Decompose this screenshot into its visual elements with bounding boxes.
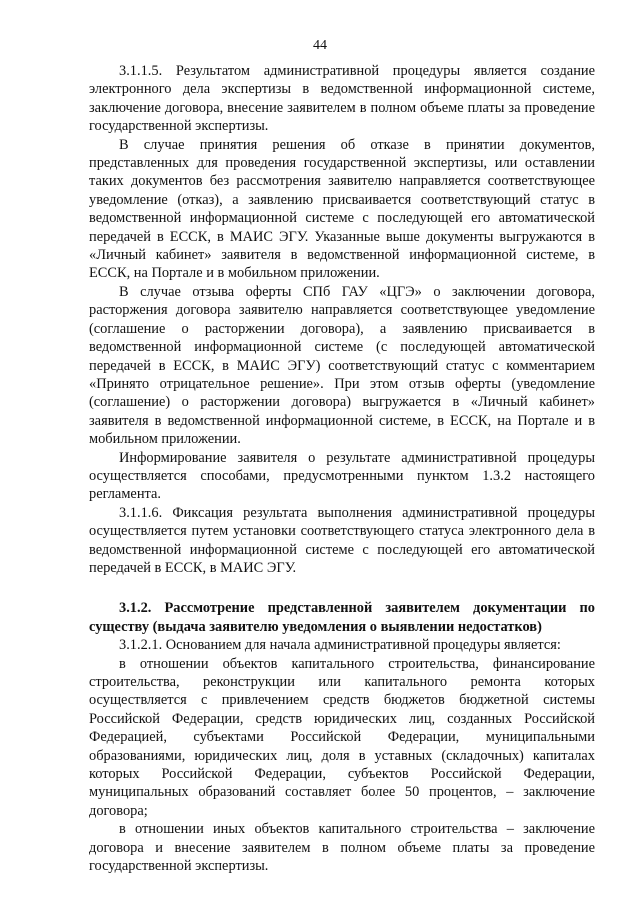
document-body: [89, 62, 595, 875]
page-number: 44: [313, 38, 327, 53]
paragraph-offer-withdrawal: В случае отзыва оферты СПб ГАУ «ЦГЭ» о заключении договора, расторжения договора заявителю направляется соответствующее уведомление (соглашение о расторжении договора), а заявлению присваивается в ведомственной информационной системе (с последующей автоматической передачей в ЕССК, в МАИС ЭГУ) соответствующий статус с комментарием «Принято отрицательное решение». При этом отзыв оферты (уведомление (соглашение) о расторжении договора) выгружается в «Личный кабинет» заявителя в ведомственной информационной системе, в ЕССК, на Портале и в мобильном приложении.: [89, 283, 595, 448]
section-spacer: [89, 577, 595, 599]
paragraph-informing: Информирование заявителя о результате административной процедуры осуществляется способами, предусмотренными пунктом 1.3.2 настоящего регламента.: [89, 449, 595, 503]
paragraph-3-1-1-6: 3.1.1.6. Фиксация результата выполнения административной процедуры осуществляется путем установки соответствующего статуса электронного дела в ведомственной информационной системе с последующей его автоматической передачей в ЕССК, в МАИС ЭГУ.: [89, 504, 595, 576]
paragraph-3-1-1-5: 3.1.1.5. Результатом административной процедуры является создание электронного дела экспертизы в ведомственной информационной системе, заключение договора, внесение заявителем в полном объеме платы за проведение государственной экспертизы.: [89, 63, 595, 135]
paragraph-refusal: В случае принятия решения об отказе в принятии документов, представленных для проведения государственной экспертизы, или оставлении таких документов без рассмотрения заявителю направляется соответствующее уведомление (отказ), а заявлению присваивается соответствующий статус в ведомственной информационной системе с последующей его автоматической передачей в ЕССК, в МАИС ЭГУ. Указанные выше документы выгружаются в «Личный кабинет» заявителя в ведомственной информационной системе, в ЕССК, на Портале и в мобильном приложении.: [89, 136, 595, 282]
section-heading-3-1-2: 3.1.2. Рассмотрение представленной заявителем документации по существу (выдача заявителю уведомления о выявлении недостатков): [89, 600, 595, 635]
paragraph-3-1-2-1: 3.1.2.1. Основанием для начала административной процедуры является:: [119, 637, 561, 654]
paragraph-other-objects: в отношении иных объектов капитального строительства – заключение договора и внесение заявителем в полном объеме платы за проведение государственной экспертизы.: [89, 821, 595, 875]
paragraph-budget-objects: в отношении объектов капитального строительства, финансирование строительства, реконструкции или капитального ремонта которых осуществляется с привлечением средств бюджетов бюджетной системы Российской Федерации, средств юридических лиц, созданных Российской Федерацией, субъектами Российской Федерации, муниципальными образованиями, юридических лиц, доля в уставных (складочных) капиталах которых Российской Федерации, субъектов Российской Федерации, муниципальных образований составляет более 50 процентов, – заключение договора;: [89, 655, 595, 819]
